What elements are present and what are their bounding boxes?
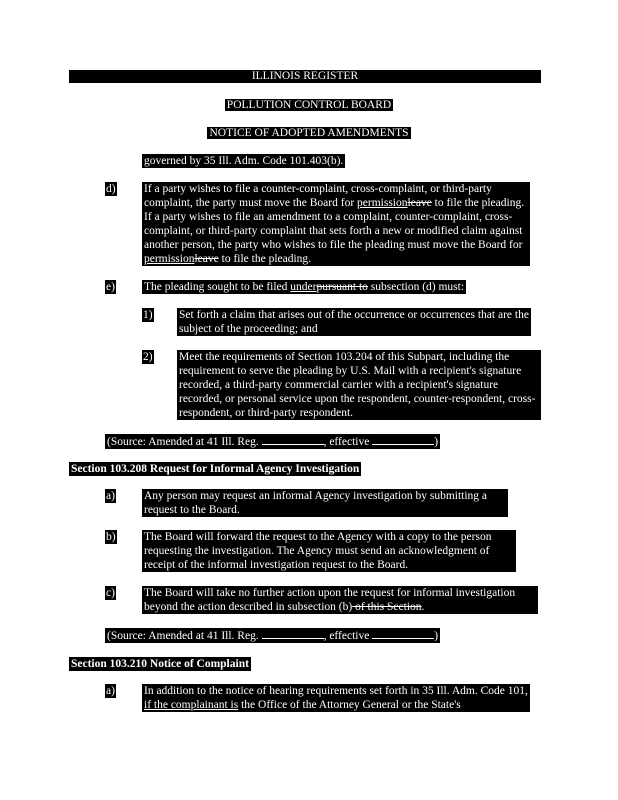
section-208-a-label: a) [106,490,115,502]
subsection-e-text: The pleading sought to be filed underpursuant to subsection (d) must: [144,281,465,293]
board-header: POLLUTION CONTROL BOARD [226,99,392,111]
section-208-c-label: c) [106,587,115,599]
item-2-text: Meet the requirements of Section 103.204 of this Subpart, including the requirement to serve the pleading by U.S. Mail with a recipient's signature recorded, a third-party commercial carrier with a recipient's signature recorded, or personal service upon the respondent, counter-respondent, cross-respondent, or third-party respondent. [177,350,541,420]
section-210-a-label: a) [106,685,115,697]
subsection-d-label: d) [106,183,116,195]
source-note-2: (Source: Amended at 41 Ill. Reg. , effective ) [107,630,439,642]
notice-header: NOTICE OF ADOPTED AMENDMENTS [209,127,409,139]
section-210-title: Section 103.210 Notice of Complaint [71,658,249,670]
section-208-b-label: b) [106,531,116,543]
continued-text: governed by 35 Ill. Adm. Code 101.403(b). [144,155,344,167]
section-208-b-text: The Board will forward the request to the Agency with a copy to the person requesting the investigation. The Agency must send an acknowledgment of receipt of the informal investigation request to the Board. [142,530,516,572]
subsection-d-text: If a party wishes to file a counter-complaint, cross-complaint, or third-party complaint, the party must move the Board for permissionleave to file the pleading. If a party wishes to file an amendment to a complaint, counter-complaint, cross-complaint, or third-party complaint that sets forth a new or modified claim against another person, the party who wishes to file the pleading must move the Board for permissionleave to file the pleading. [142,182,530,266]
item-1-text: Set forth a claim that arises out of the occurrence or occurrences that are the subject of the proceeding; and [177,308,531,336]
register-header [69,70,541,83]
section-208-title: Section 103.208 Request for Informal Agency Investigation [71,463,360,475]
subsection-e-label: e) [106,281,115,293]
source-note-1: (Source: Amended at 41 Ill. Reg. , effective ) [107,436,439,448]
section-208-a-text: Any person may request an informal Agency investigation by submitting a request to the Board. [142,489,508,517]
item-1-label: 1) [143,309,153,321]
section-208-c-text: The Board will take no further action upon the request for informal investigation beyond the action described in subsection (b) of this Section. [142,586,538,614]
register-title: ILLINOIS REGISTER [251,70,359,82]
item-2-label: 2) [143,351,153,363]
section-210-a-text: In addition to the notice of hearing requirements set forth in 35 Ill. Adm. Code 101, if the complainant is the Office of the Attorney General or the State's [142,684,530,712]
